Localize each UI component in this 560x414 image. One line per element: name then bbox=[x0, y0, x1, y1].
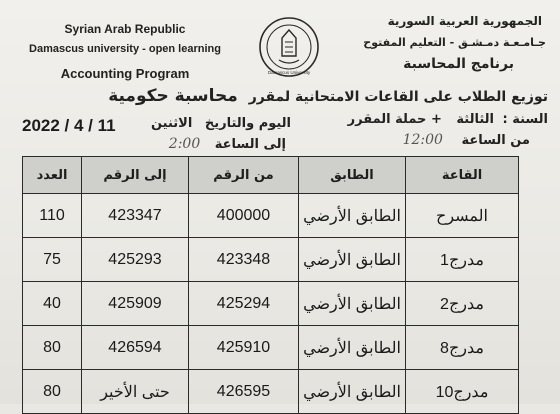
header-en-program: Accounting Program bbox=[60, 66, 190, 81]
header-ar-country: الجمهورية العربية السورية bbox=[387, 14, 542, 28]
to-number-cell: 426594 bbox=[82, 326, 189, 370]
count-cell: 40 bbox=[23, 282, 82, 326]
hall-cell: مدرج1 bbox=[406, 238, 519, 282]
table-row bbox=[23, 326, 519, 370]
table-row bbox=[23, 370, 519, 414]
hall-cell: مدرج8 bbox=[406, 326, 519, 370]
course-name: محاسبة حكومية bbox=[108, 86, 238, 106]
year-label: السنة : bbox=[502, 112, 548, 127]
hall-cell: مدرج10 bbox=[406, 370, 519, 414]
header-ar-program: برنامج المحاسبة bbox=[403, 56, 514, 72]
header-count: العدد bbox=[23, 157, 82, 194]
from-number-cell: 400000 bbox=[189, 194, 299, 238]
from-number-cell: 423348 bbox=[189, 238, 299, 282]
floor-cell: الطابق الأرضي bbox=[299, 194, 406, 238]
from-number-cell: 426595 bbox=[189, 370, 299, 414]
count-cell: 75 bbox=[23, 238, 82, 282]
distribution-table bbox=[22, 156, 519, 414]
header-en-country: Syrian Arab Republic bbox=[64, 22, 186, 36]
floor-cell: الطابق الأرضي bbox=[299, 238, 406, 282]
to-time-label: إلى الساعة bbox=[214, 137, 286, 152]
count-cell: 110 bbox=[23, 194, 82, 238]
day-label: اليوم والتاريخ bbox=[204, 116, 292, 131]
floor-cell: الطابق الأرضي bbox=[299, 282, 406, 326]
to-number-cell: 425909 bbox=[82, 282, 189, 326]
hall-cell: مدرج2 bbox=[406, 282, 519, 326]
day-value: الاثنين bbox=[150, 116, 193, 131]
floor-cell: الطابق الأرضي bbox=[299, 326, 406, 370]
from-number-cell: 425294 bbox=[189, 282, 299, 326]
day-line bbox=[136, 116, 306, 131]
university-seal-icon bbox=[258, 16, 320, 78]
from-time-value: 12:00 bbox=[402, 132, 443, 148]
hall-cell: المسرح bbox=[406, 194, 519, 238]
page-title bbox=[108, 86, 548, 106]
header-ar-university: جـامـعـة دمـشـق - التعليم المفتوح bbox=[363, 36, 546, 49]
year-line bbox=[348, 112, 548, 127]
header-floor: الطابق bbox=[299, 157, 406, 194]
carry-label: + حملة المقرر bbox=[347, 112, 442, 127]
floor-cell: الطابق الأرضي bbox=[299, 370, 406, 414]
count-cell: 80 bbox=[23, 370, 82, 414]
year-value: الثالثة bbox=[456, 112, 494, 127]
exam-date: 2022 / 4 / 11 bbox=[22, 116, 116, 135]
table-header-row bbox=[23, 157, 519, 194]
to-time-line bbox=[136, 136, 286, 152]
to-number-cell: حتى الأخير bbox=[82, 370, 189, 414]
to-number-cell: 423347 bbox=[82, 194, 189, 238]
to-time-value: 2:00 bbox=[168, 136, 201, 152]
count-cell: 80 bbox=[23, 326, 82, 370]
table-row bbox=[23, 194, 519, 238]
header-from-number: من الرقم bbox=[189, 157, 299, 194]
table-row bbox=[23, 238, 519, 282]
header-en-university: Damascus university - open learning bbox=[29, 43, 221, 55]
from-time-line bbox=[403, 132, 530, 148]
seal-text: Damascus University bbox=[267, 70, 311, 75]
title-prefix: توزيع الطلاب على القاعات الامتحانية لمقرر bbox=[248, 89, 548, 105]
to-number-cell: 425293 bbox=[82, 238, 189, 282]
table-row bbox=[23, 282, 519, 326]
header-to-number: إلى الرقم bbox=[82, 157, 189, 194]
header-hall: القاعة bbox=[406, 157, 519, 194]
from-time-label: من الساعة bbox=[461, 133, 530, 148]
from-number-cell: 425910 bbox=[189, 326, 299, 370]
